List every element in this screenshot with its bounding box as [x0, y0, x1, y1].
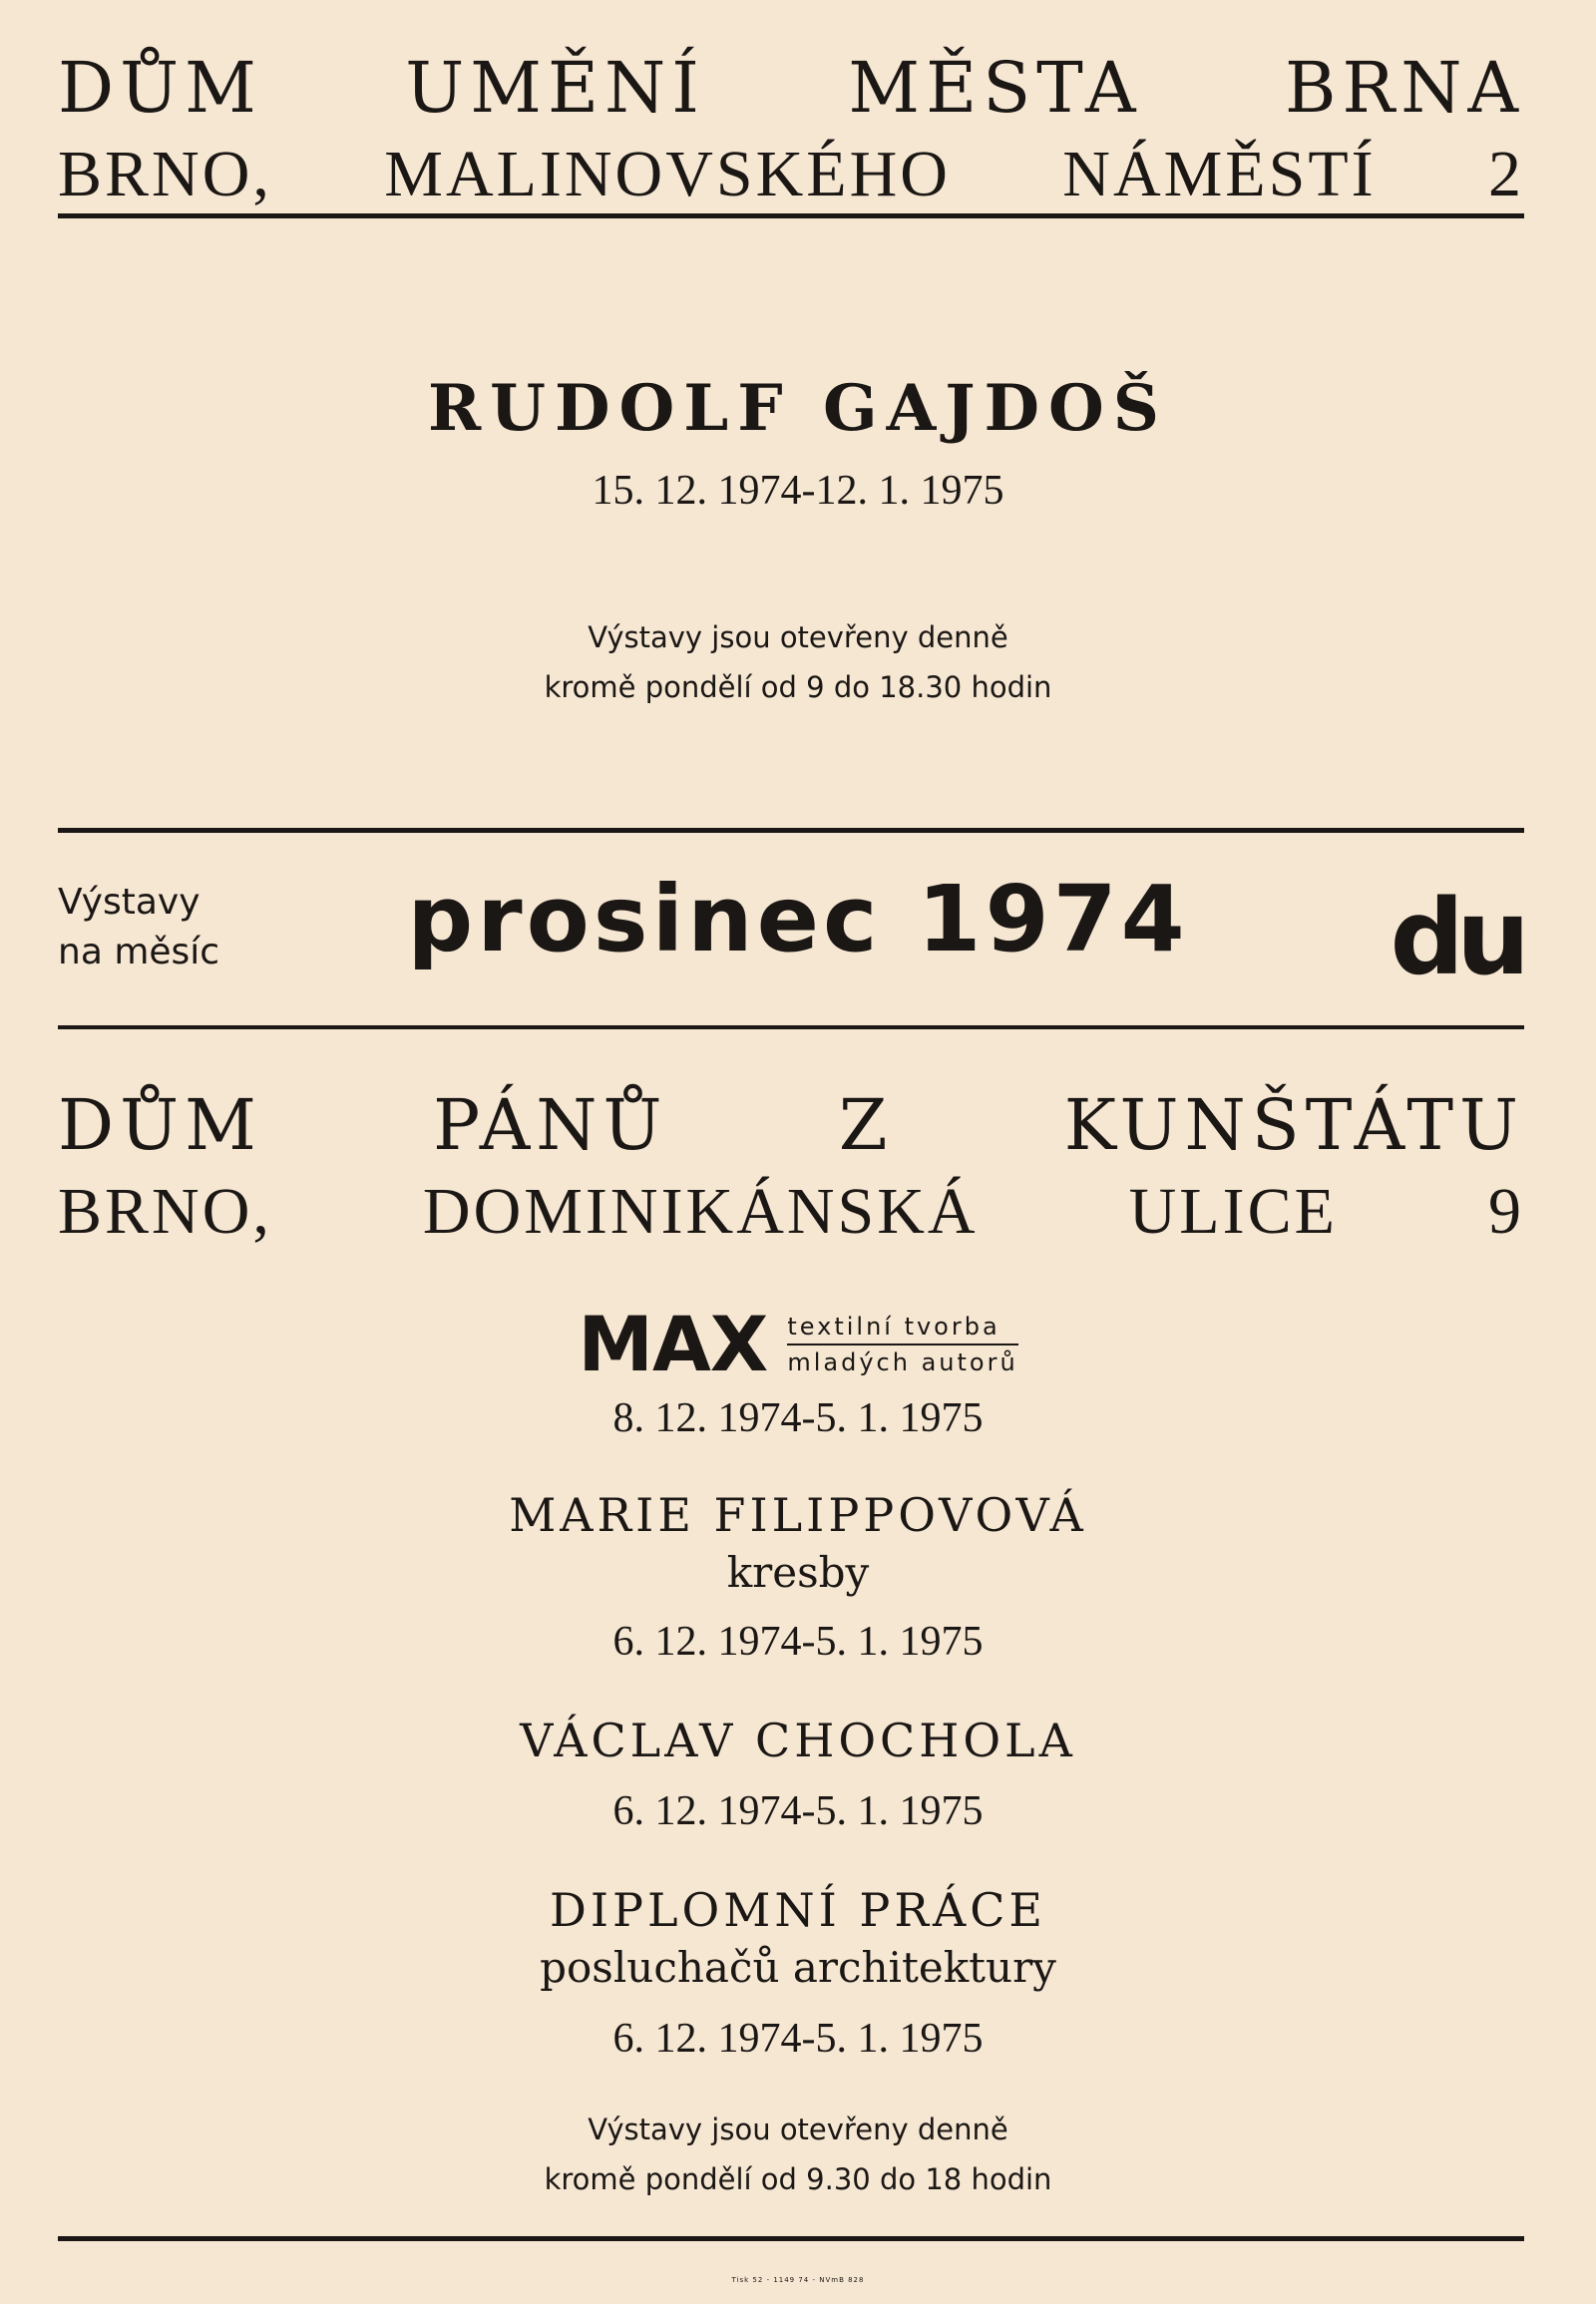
main-artist: RUDOLF GAJDOŠ — [427, 371, 1169, 446]
max-subtitle-line1: textilní tvorba — [787, 1312, 1017, 1345]
month-title: prosinec 1974 — [407, 866, 1189, 972]
venue2-address: BRNO, DOMINIKÁNSKÁ ULICE 9 — [58, 1175, 1524, 1248]
max-title: MAX — [578, 1300, 768, 1388]
filippovova-title: MARIE FILIPPOVOVÁ — [509, 1488, 1087, 1542]
max-dates: 8. 12. 1974-5. 1. 1975 — [612, 1395, 984, 1441]
max-subtitle — [787, 1312, 1017, 1377]
max-subtitle-line2: mladých autorů — [787, 1348, 1018, 1376]
diplomni-title: DIPLOMNÍ PRÁCE — [550, 1883, 1046, 1937]
footer-hours-line1: Výstavy jsou otevřeny denně — [588, 2112, 1008, 2146]
diplomni-subtitle: posluchačů architektury — [540, 1943, 1056, 1992]
month-bar-top-rule — [58, 828, 1524, 833]
main-hours-line1: Výstavy jsou otevřeny denně — [588, 620, 1008, 654]
venue2-name: DŮM PÁNŮ Z KUNŠTÁTU — [58, 1084, 1524, 1166]
filippovova-subtitle: kresby — [726, 1548, 870, 1597]
main-hours-line2: kromě pondělí od 9 do 18.30 hodin — [544, 670, 1052, 704]
month-label-line2: na měsíc — [58, 932, 220, 972]
main-dates: 15. 12. 1974-12. 1. 1975 — [592, 468, 1004, 514]
diplomni-dates: 6. 12. 1974-5. 1. 1975 — [612, 2016, 984, 2062]
venue1-name: DŮM UMĚNÍ MĚSTA BRNA — [58, 47, 1524, 129]
du-logo: du — [1390, 877, 1522, 998]
chochola-title: VÁCLAV CHOCHOLA — [520, 1714, 1076, 1767]
month-label-line1: Výstavy — [58, 882, 200, 923]
footer-hours-line2: kromě pondělí od 9.30 do 18 hodin — [544, 2162, 1052, 2196]
month-bar-bottom-rule — [58, 1025, 1524, 1029]
chochola-dates: 6. 12. 1974-5. 1. 1975 — [612, 1788, 984, 1834]
printer-imprint: Tisk 52 - 1149 74 - NVmB 828 — [731, 2276, 865, 2284]
max-heading — [0, 1300, 1596, 1388]
footer-rule — [58, 2236, 1524, 2241]
venue1-underline — [58, 213, 1524, 218]
filippovova-dates: 6. 12. 1974-5. 1. 1975 — [612, 1619, 984, 1665]
venue1-address: BRNO, MALINOVSKÉHO NÁMĚSTÍ 2 — [58, 138, 1524, 210]
